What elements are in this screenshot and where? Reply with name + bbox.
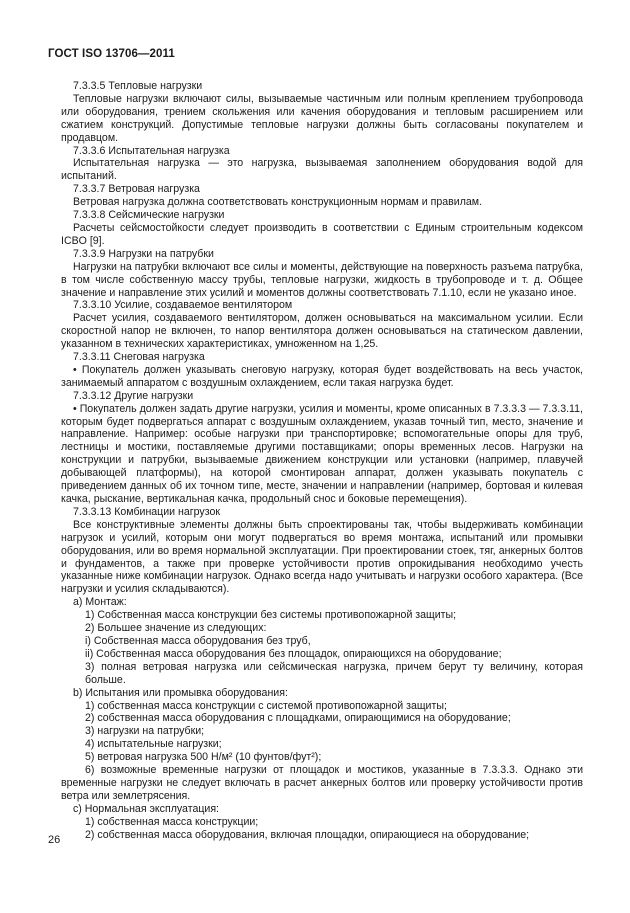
paragraph: 1) собственная масса конструкции;: [85, 815, 259, 828]
paragraph: 6) возможные временные нагрузки от площадок и мостиков, указанные в 7.3.3.3. Однако эти временные нагрузки не следует включать в расчет анкерных болтов или проверку устойчивости против ветра или землетрясения.: [61, 764, 583, 802]
paragraph: Испытательная нагрузка — это нагрузка, вызываемая заполнением оборудования водой для испытаний.: [61, 157, 583, 183]
section-heading: 7.3.3.13 Комбинации нагрузок: [73, 505, 220, 518]
document-body: [61, 80, 583, 841]
section-heading: 7.3.3.6 Испытательная нагрузка: [73, 144, 230, 157]
section-heading: 7.3.3.7 Ветровая нагрузка: [73, 183, 200, 196]
paragraph: • Покупатель должен задать другие нагрузки, усилия и моменты, кроме описанных в 7.3.3.3 — 7.3.3.11, которым будет подвергаться аппарат с воздушным охлаждением, указав точный тип, место, значение и направление. Например: особые нагрузки при транспортировке; вспомогательные опоры для труб, лестницы и мостики, поставляемые другими поставщиками; опоры временных лесов. Нагрузки на конструкции и патрубки, вызываемые движением конструкции или установки (например, плавучей добывающей платформы), на которой смонтирован аппарат, должен указывать покупатель с приведением данных об их точном типе, месте, значении и направлении (например, бортовая и килевая качка, рыскание, вертикальная качка, продольный снос и боковые перемещения).: [61, 402, 583, 505]
paragraph: Ветровая нагрузка должна соответствовать конструкционным нормам и правилам.: [73, 196, 483, 209]
paragraph: 2) собственная масса оборудования с площадками, опирающимися на оборудование;: [85, 712, 511, 725]
section-heading: 7.3.3.12 Другие нагрузки: [73, 389, 194, 402]
section-heading: 7.3.3.9 Нагрузки на патрубки: [73, 247, 214, 260]
paragraph: i) Собственная масса оборудования без труб,: [85, 634, 311, 647]
section-heading: 7.3.3.11 Снеговая нагрузка: [73, 351, 205, 364]
paragraph: Тепловые нагрузки включают силы, вызываемые частичным или полным креплением трубопровода или оборудования, трением скольжения или качения оборудования и тепловым расширением или сжатием конструкций. Допустимые тепловые нагрузки должны быть согласованы покупателем и продавцом.: [61, 92, 583, 144]
page-number: 26: [48, 834, 61, 846]
paragraph: ii) Собственная масса оборудования без площадок, опирающихся на оборудование;: [85, 647, 502, 660]
paragraph: 3) полная ветровая нагрузка или сейсмическая нагрузка, причем берут ту величину, которая больше.: [85, 660, 583, 686]
paragraph: Расчеты сейсмостойкости следует производить в соответствии с Единым строительным кодексом ICBO [9].: [61, 221, 583, 247]
section-heading: 7.3.3.10 Усилие, создаваемое вентилятором: [73, 299, 293, 312]
paragraph: • Покупатель должен указывать снеговую нагрузку, которая будет воздействовать на весь участок, занимаемый аппаратом с воздушным охлаждением, если такая нагрузка будет.: [61, 363, 583, 389]
paragraph: 4) испытательные нагрузки;: [85, 738, 222, 751]
running-header: ГОСТ ISO 13706—2011: [48, 48, 175, 60]
paragraph: 2) Большее значение из следующих:: [85, 622, 267, 635]
paragraph: Все конструктивные элементы должны быть спроектированы так, чтобы выдерживать комбинации нагрузок и усилий, которым они могут подвергаться во время монтажа, испытаний или промывки оборудования, или во время нормальной эксплуатации. При проектировании стоек, тяг, анкерных болтов и фундаментов, а также при проверке устойчивости против опрокидывания необходимо учесть указанные ниже комбинации нагрузок. Однако всегда надо учитывать и нагрузки особого характера. (Все нагрузки и усилия складываются).: [61, 518, 583, 596]
paragraph: Расчет усилия, создаваемого вентилятором, должен основываться на максимальном усилии. Если скоростной напор не включен, то напор вентилятора должен основываться на статическом давлении, указанном в технических характеристиках, умноженном на 1,25.: [61, 312, 583, 351]
paragraph: Нагрузки на патрубки включают все силы и моменты, действующие на поверхность разъема патрубка, в том числе собственную массу трубы, тепловые нагрузки, жидкость в трубопроводе и т. д. Общее значение и направление этих усилий и моментов должны соответствовать 7.1.10, если не указано иное.: [61, 260, 583, 299]
paragraph: 3) нагрузки на патрубки;: [85, 725, 205, 738]
paragraph: c) Нормальная эксплуатация:: [73, 802, 220, 815]
paragraph: 5) ветровая нагрузка 500 Н/м² (10 фунтов/фут²);: [85, 751, 322, 764]
paragraph: b) Испытания или промывка оборудования:: [73, 686, 288, 699]
paragraph: 2) собственная масса оборудования, включая площадки, опирающиеся на оборудование;: [85, 828, 530, 841]
section-heading: 7.3.3.8 Сейсмические нагрузки: [73, 209, 225, 222]
section-heading: 7.3.3.5 Тепловые нагрузки: [73, 80, 203, 92]
paragraph: 1) Собственная масса конструкции без системы противопожарной защиты;: [85, 609, 457, 622]
paragraph: a) Монтаж:: [73, 596, 127, 609]
paragraph: 1) собственная масса конструкции с системой противопожарной защиты;: [85, 699, 447, 712]
